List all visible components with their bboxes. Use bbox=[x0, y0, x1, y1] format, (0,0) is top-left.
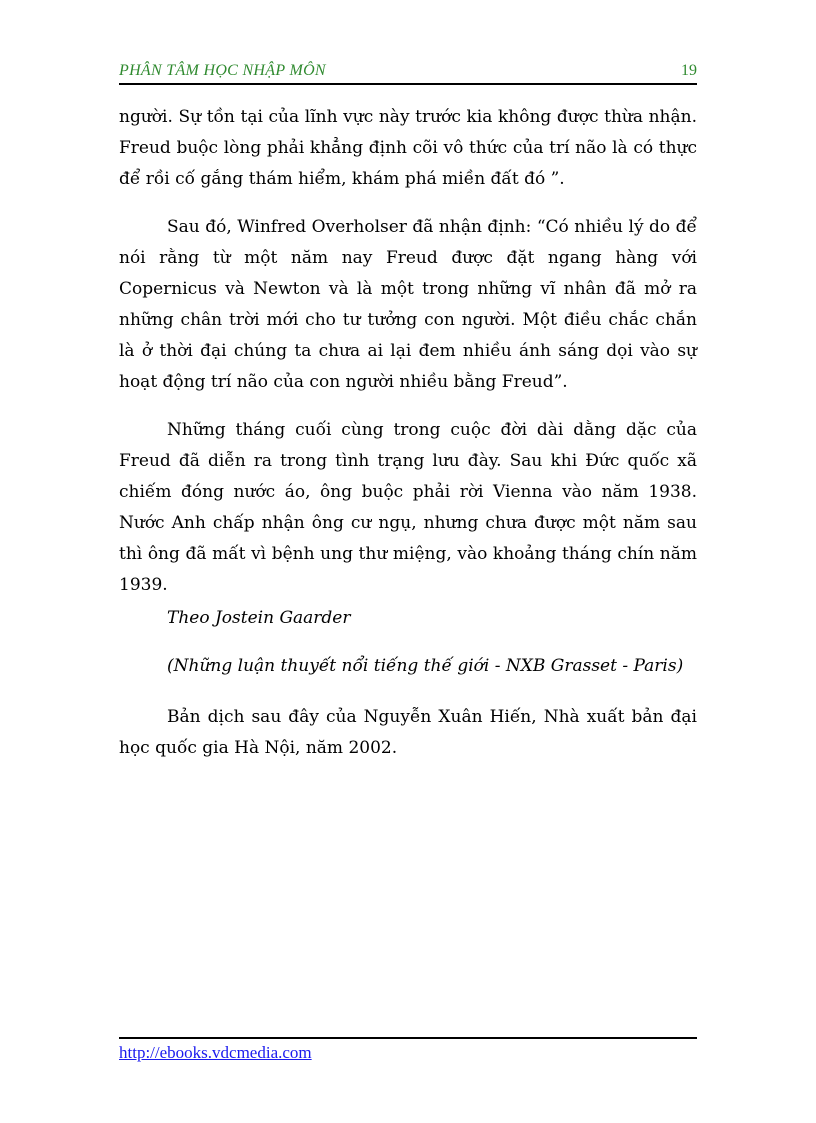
header-title: PHÂN TÂM HỌC NHẬP MÔN bbox=[119, 62, 326, 79]
paragraph-1: người. Sự tồn tại của lĩnh vực này trước kia không được thừa nhận. Freud buộc lòng phải khẳng định cõi vô thức của trí não là có thực để rồi cố gắng thám hiểm, khám phá miền đất đó ”. bbox=[119, 107, 697, 189]
paragraph-3: Những tháng cuối cùng trong cuộc đời dài dằng dặc của Freud đã diễn ra trong tình trạng lưu đày. Sau khi Đức quốc xã chiếm đóng nước áo, ông buộc phải rời Vienna vào năm 1938. Nước Anh chấp nhận ông cư ngụ, nhưng chưa được một năm sau thì ông đã mất vì bệnh ung thư miệng, vào khoảng tháng chín năm 1939. bbox=[119, 420, 697, 595]
footer-divider bbox=[119, 1037, 697, 1039]
body-text bbox=[119, 102, 697, 601]
paragraph-2: Sau đó, Winfred Overholser đã nhận định: “Có nhiều lý do để nói rằng từ một năm nay Freud được đặt ngang hàng với Copernicus và Newton và là một trong những vĩ nhân đã mở ra những chân trời mới cho tư tưởng con người. Một điều chắc chắn là ở thời đại chúng ta chưa ai lại đem nhiều ánh sáng dọi vào sự hoạt động trí não của con người nhiều bằng Freud”. bbox=[119, 217, 697, 392]
credit-source: (Những luận thuyết nổi tiếng thế giới - NXB Grasset - Paris) bbox=[167, 656, 684, 676]
header-divider bbox=[119, 83, 697, 85]
running-header bbox=[119, 62, 697, 82]
footer-link[interactable]: http://ebooks.vdcmedia.com bbox=[119, 1043, 312, 1062]
page-number: 19 bbox=[681, 62, 697, 79]
credit-translation: Bản dịch sau đây của Nguyễn Xuân Hiến, Nhà xuất bản đại học quốc gia Hà Nội, năm 2002. bbox=[119, 707, 697, 758]
credit-author: Theo Jostein Gaarder bbox=[167, 608, 351, 628]
